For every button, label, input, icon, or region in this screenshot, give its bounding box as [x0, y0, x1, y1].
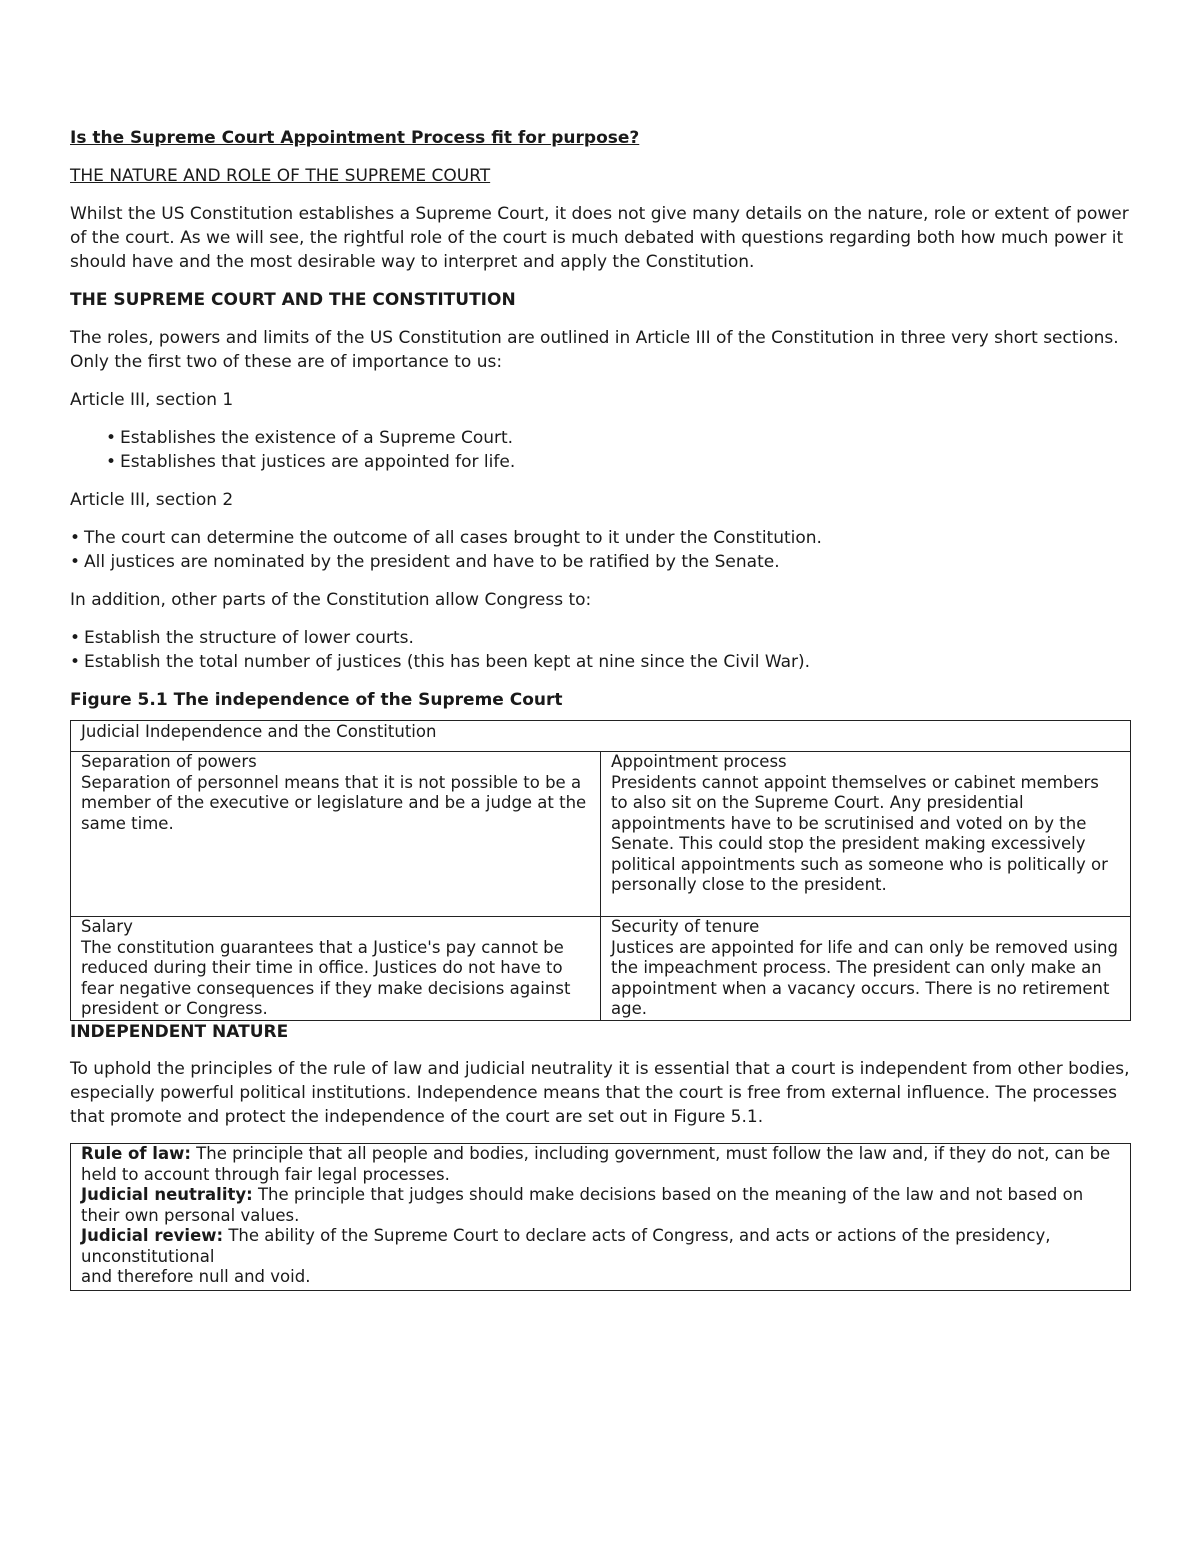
- definition-term: Judicial review:: [81, 1226, 224, 1245]
- article-2-label: Article III, section 2: [70, 490, 234, 510]
- article-1-list: [70, 426, 1132, 474]
- cell-title: Security of tenure: [611, 917, 760, 936]
- list-item: • The court can determine the outcome of all cases brought to it under the Constitution.: [70, 526, 1132, 550]
- list-item: • Establish the structure of lower courts.: [70, 626, 1132, 650]
- article-2-list: [70, 526, 1132, 574]
- definition-judicial-neutrality: [81, 1185, 1120, 1226]
- table-cell-salary: [71, 917, 601, 1021]
- congress-list: [70, 626, 1132, 674]
- definition-continuation: and therefore null and void.: [81, 1267, 311, 1286]
- independent-nature-paragraph: To uphold the principles of the rule of law and judicial neutrality it is essential that a court is independent from other bodies, especially powerful political institutions. Independence means that the court is free from external influence. The processes that promote and protect the independence of the court are set out in Figure 5.1.: [70, 1059, 1130, 1127]
- figure-title: Figure 5.1 The independence of the Supreme Court: [70, 690, 563, 710]
- definition-term: Judicial neutrality:: [81, 1185, 253, 1204]
- cell-body: Justices are appointed for life and can only be removed using the impeachment process. The president can only make an appointment when a vacancy occurs. There is no retirement age.: [611, 937, 1118, 1018]
- table-cell-security-of-tenure: [601, 917, 1131, 1021]
- table-header: Judicial Independence and the Constitution: [71, 721, 1131, 752]
- definition-text: The principle that all people and bodies, including government, must follow the law and, if they do not, can be held to account through fair legal processes.: [81, 1144, 1111, 1184]
- list-item: • All justices are nominated by the president and have to be ratified by the Senate.: [70, 550, 1132, 574]
- cell-title: Separation of powers: [81, 752, 257, 771]
- article-1-label: Article III, section 1: [70, 390, 234, 410]
- list-item: • Establishes the existence of a Supreme Court.: [106, 426, 1132, 450]
- section-heading-court-constitution: THE SUPREME COURT AND THE CONSTITUTION: [70, 290, 516, 310]
- document-page: [70, 126, 1132, 1291]
- table-cell-separation-of-powers: [71, 752, 601, 917]
- cell-body: Separation of personnel means that it is not possible to be a member of the executive or legislature and be a judge at the same time.: [81, 772, 587, 833]
- section-heading-independent-nature: INDEPENDENT NATURE: [70, 1022, 289, 1042]
- definition-term: Rule of law:: [81, 1144, 191, 1163]
- cell-title: Appointment process: [611, 752, 787, 771]
- list-item: • Establish the total number of justices (this has been kept at nine since the Civil War).: [70, 650, 1132, 674]
- table-cell-appointment-process: [601, 752, 1131, 917]
- independence-table: [70, 720, 1131, 1021]
- cell-title: Salary: [81, 917, 133, 936]
- definition-judicial-review: [81, 1226, 1120, 1267]
- nature-role-paragraph: Whilst the US Constitution establishes a Supreme Court, it does not give many details on the nature, role or extent of power of the court. As we will see, the rightful role of the court is much debated with questions regarding both how much power it should have and the most desirable way to interpret and apply the Constitution.: [70, 204, 1129, 272]
- document-title: Is the Supreme Court Appointment Process fit for purpose?: [70, 128, 640, 148]
- congress-intro: In addition, other parts of the Constitution allow Congress to:: [70, 590, 592, 610]
- definition-rule-of-law: [81, 1144, 1120, 1185]
- section-heading-nature-role: THE NATURE AND ROLE OF THE SUPREME COURT: [70, 166, 491, 186]
- definition-text: The ability of the Supreme Court to declare acts of Congress, and acts or actions of the presidency, unconstitutional: [81, 1226, 1051, 1266]
- definition-text: The principle that judges should make decisions based on the meaning of the law and not based on their own personal values.: [81, 1185, 1084, 1225]
- constitution-paragraph: The roles, powers and limits of the US Constitution are outlined in Article III of the Constitution in three very short sections. Only the first two of these are of importance to us:: [70, 328, 1119, 372]
- list-item: • Establishes that justices are appointed for life.: [106, 450, 1132, 474]
- cell-body: The constitution guarantees that a Justice's pay cannot be reduced during their time in office. Justices do not have to fear negative consequences if they make decisions against president or Congress.: [81, 937, 571, 1018]
- definitions-box: [70, 1143, 1131, 1291]
- cell-body: Presidents cannot appoint themselves or cabinet members to also sit on the Supreme Court. Any presidential appointments have to be scrutinised and voted on by the Senate. This could stop the president making excessively political appointments such as someone who is politically or personally close to the president.: [611, 772, 1108, 894]
